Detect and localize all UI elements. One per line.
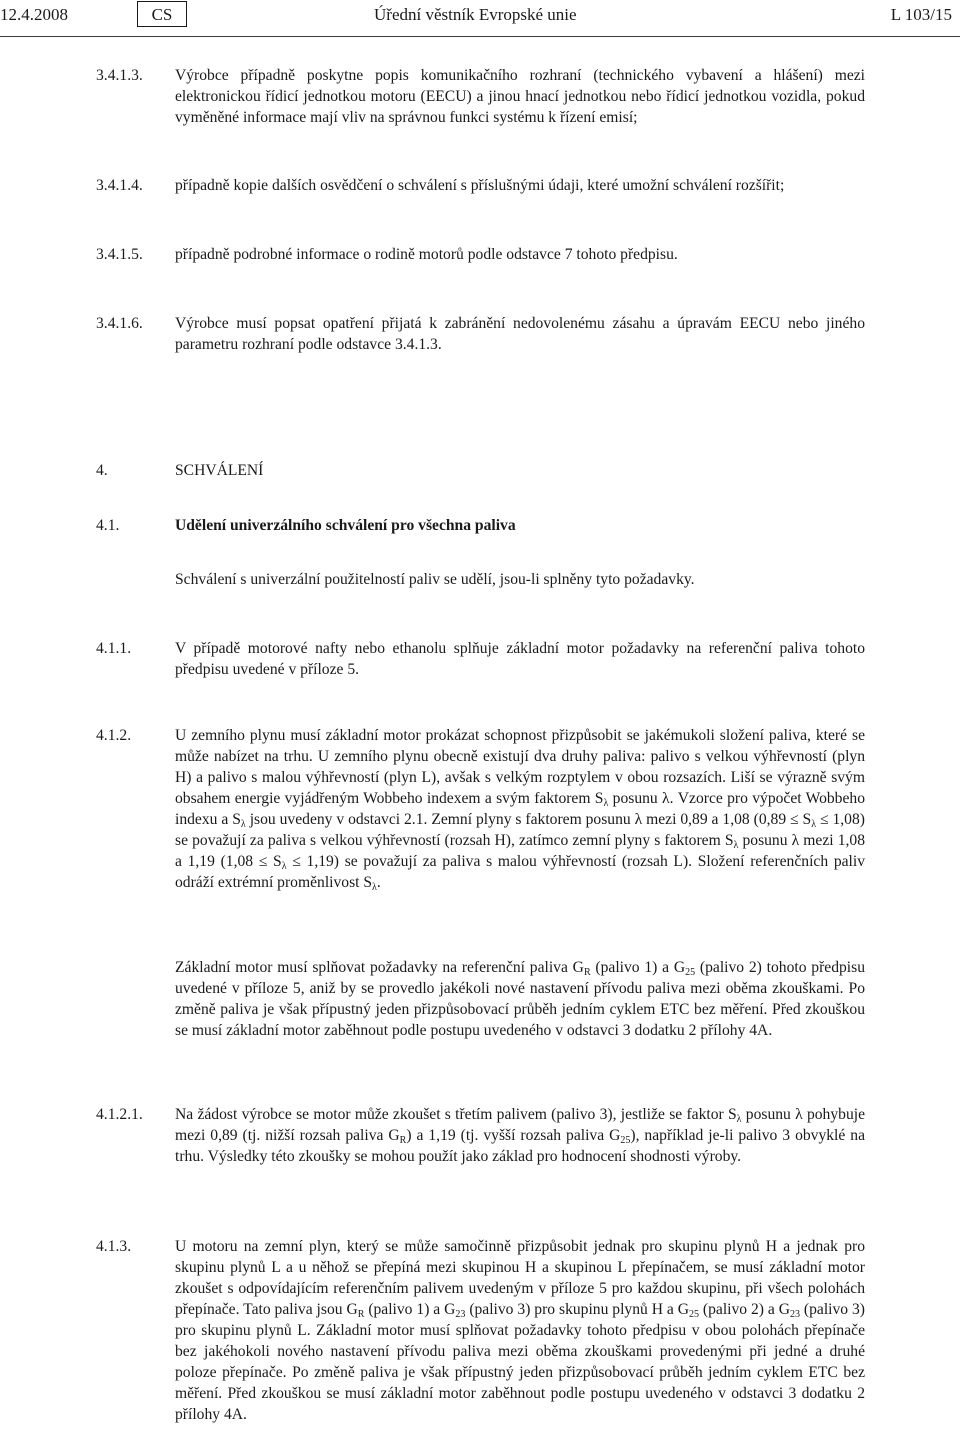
- page-number: L 103/15: [890, 5, 952, 24]
- section-text: případně podrobné informace o rodině motorů podle odstavce 7 tohoto předpisu.: [175, 246, 678, 263]
- section-text: Výrobce musí popsat opatření přijatá k zabránění nedovolenému zásahu a úpravám EECU nebo jiného parametru rozhraní podle odstavce 3.4.1.3.: [175, 315, 865, 353]
- section-number: 3.4.1.6.: [96, 315, 143, 332]
- section-text: Schválení s univerzální použitelností paliv se udělí, jsou-li splněny tyto požadavky.: [175, 571, 695, 588]
- section-number: 4.: [96, 462, 108, 479]
- section-number: 4.1.2.1.: [96, 1106, 143, 1123]
- section-text: případně kopie dalších osvědčení o schválení s příslušnými údaji, které umožní schválení rozšířit;: [175, 177, 785, 194]
- section-text: Na žádost výrobce se motor může zkoušet s třetím palivem (palivo 3), jestliže se faktor $S_\lambda$ posunu λ pohybuje mezi 0,89 (tj. nižší rozsah paliva $G_R$) a 1,19 (tj. vyšší rozsah paliva $G_{25}$), například je-li palivo 3 obvyklé na trhu. Výsledky této zkoušky se mohou použít jako základ pro hodnocení shodnosti výroby.: [175, 1106, 865, 1165]
- section-text: U zemního plynu musí základní motor prokázat schopnost přizpůsobit se jakémukoli složení paliva, které se může nabízet na trhu. U zemního plynu obecně existují dva druhy paliva: palivo s velkou výhřevností (plyn H) a palivo s malou výhřevností (plyn L), avšak s velkým rozptylem v obou rozsazích. Liší se výrazně svým obsahem energie vyjádřeným Wobbeho indexem a svým faktorem $S_\lambda$ posunu λ. Vzorce pro výpočet Wobbeho indexu a $S_\lambda$ jsou uvedeny v odstavci 2.1. Zemní plyny s faktorem posunu λ mezi 0,89 a 1,08 $(0,89 \le S_\lambda \le 1,08)$ se považují za paliva s velkou výhřevností (rozsah H), zatímco zemní plyny s faktorem $S_\lambda$ posunu λ mezi 1,08 a 1,19 $(1,08 \le S_\lambda \le 1,19)$ se považují za paliva s malou výhřevností (rozsah L). Složení referenčních paliv odráží extrémní proměnlivost $S_\lambda$.: [175, 727, 865, 893]
- header-rule: [0, 36, 960, 37]
- page-header: [0, 0, 960, 30]
- section-number: 3.4.1.4.: [96, 177, 143, 194]
- section-number: 3.4.1.3.: [96, 67, 143, 84]
- section-number: 4.1.2.: [96, 727, 132, 744]
- section-number: 4.1.3.: [96, 1238, 132, 1255]
- journal-title: Úřední věstník Evropské unie: [374, 5, 577, 24]
- section-text: Výrobce případně poskytne popis komunikačního rozhraní (technického vybavení a hlášení) mezi elektronickou řídicí jednotkou motoru (EECU) a jinou hnací jednotkou nebo řídicí jednotkou vozidla, pokud vyměněné informace mají vliv na správnou funkci systému k řízení emisí;: [175, 67, 865, 126]
- section-text: V případě motorové nafty nebo ethanolu splňuje základní motor požadavky na referenční paliva tohoto předpisu uvedené v příloze 5.: [175, 640, 865, 678]
- section-heading: SCHVÁLENÍ: [175, 462, 264, 479]
- section-number: 4.1.1.: [96, 640, 132, 657]
- section-text: U motoru na zemní plyn, který se může samočinně přizpůsobit jednak pro skupinu plynů H a jednak pro skupinu plynů L a u něhož se přepíná mezi skupinou H a skupinou L přepínačem, se musí základní motor zkoušet s odpovídajícím referenčním palivem uvedeným v příloze 5 pro každou skupinu, při všech polohách přepínače. Tato paliva jsou $G_R$ (palivo 1) a $G_{23}$ (palivo 3) pro skupinu plynů H a $G_{25}$ (palivo 2) a $G_{23}$ (palivo 3) pro skupinu plynů L. Základní motor musí splňovat požadavky tohoto předpisu v obou polohách přepínače bez jakéhokoli nového nastavení přívodu paliva mezi oběma zkouškami provedenými při jedné a druhé poloze přepínače. Po změně paliva je však přípustný jeden přizpůsobovací průběh jedním cyklem ETC bez měření. Před zkouškou se musí základní motor zaběhnout podle postupu uvedeného v odstavci 3 dodatku 2 přílohy 4A.: [175, 1238, 865, 1423]
- section-number: 4.1.: [96, 517, 120, 534]
- header-date: 12.4.2008: [0, 5, 68, 24]
- section-heading: Udělení univerzálního schválení pro všechna paliva: [175, 517, 516, 534]
- section-number: 3.4.1.5.: [96, 246, 143, 263]
- language-badge: CS: [137, 1, 187, 27]
- section-text: Základní motor musí splňovat požadavky na referenční paliva $G_R$ (palivo 1) a $G_{25}$ (palivo 2) tohoto předpisu uvedené v příloze 5, aniž by se provedlo jakékoli nové nastavení přívodu paliva mezi oběma zkouškami. Po změně paliva je však přípustný jeden přizpůsobovací průběh jedním cyklem ETC bez měření. Před zkouškou se musí základní motor zaběhnout podle postupu uvedeného v odstavci 3 dodatku 2 přílohy 4A.: [175, 959, 865, 1039]
